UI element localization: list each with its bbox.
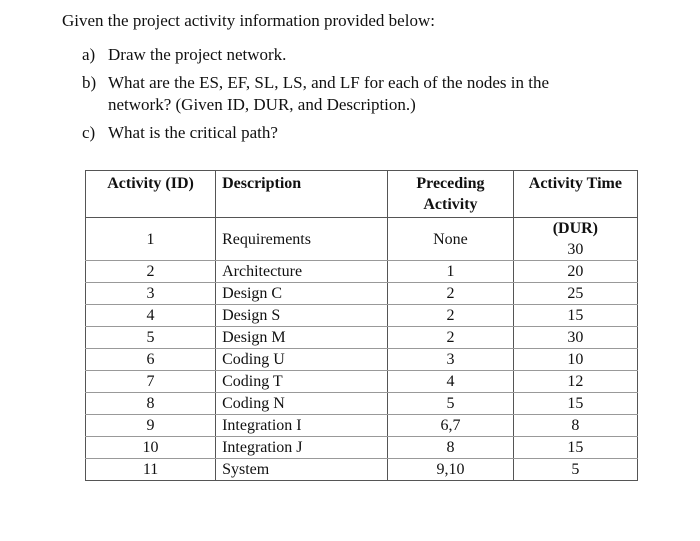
header-description: Description [216,171,388,218]
table-row [86,218,638,261]
cell-description: Coding N [216,393,388,415]
header-activity-time [513,171,637,218]
table-row [86,371,638,393]
cell-activity-id: 1 [86,218,216,261]
table-row [86,393,638,415]
cell-activity-id: 7 [86,371,216,393]
cell-activity-id: 10 [86,437,216,459]
table-row [86,459,638,481]
cell-activity-time: 5 [513,459,637,481]
cell-activity-id: 3 [86,283,216,305]
table-row [86,305,638,327]
table-row [86,327,638,349]
cell-activity-id: 8 [86,393,216,415]
question-a [82,44,286,66]
question-a-label: a) [82,45,96,64]
cell-preceding: 5 [388,393,514,415]
cell-preceding: 2 [388,327,514,349]
cell-activity-time: 20 [513,261,637,283]
cell-activity-time [513,218,637,261]
cell-activity-id: 4 [86,305,216,327]
header-preceding-activity [388,171,514,218]
header-time-line1: Activity Time [528,175,622,192]
cell-preceding: 2 [388,305,514,327]
cell-activity-id: 9 [86,415,216,437]
cell-activity-time: 15 [513,393,637,415]
cell-preceding: 6,7 [388,415,514,437]
cell-activity-id: 5 [86,327,216,349]
cell-activity-time: 15 [513,437,637,459]
question-b-continuation: network? (Given ID, DUR, and Description.) [108,95,416,114]
cell-description: System [216,459,388,481]
question-b-label: b) [82,73,97,92]
cell-activity-time: 15 [513,305,637,327]
cell-activity-time: 10 [513,349,637,371]
cell-description: Design M [216,327,388,349]
cell-description: Integration J [216,437,388,459]
cell-activity-id: 11 [86,459,216,481]
question-c-label: c) [82,123,96,142]
table-row [86,437,638,459]
cell-activity-time: 8 [513,415,637,437]
table-row [86,415,638,437]
table-row [86,349,638,371]
header-activity-id: Activity (ID) [86,171,216,218]
question-c-text: What is the critical path? [108,123,278,142]
question-c [82,122,278,144]
cell-preceding: 4 [388,371,514,393]
cell-description: Architecture [216,261,388,283]
cell-preceding: 2 [388,283,514,305]
cell-preceding: 9,10 [388,459,514,481]
cell-preceding: None [388,218,514,261]
cell-description: Requirements [216,218,388,261]
header-time-line2: (DUR) [552,220,599,237]
question-a-text: Draw the project network. [108,45,287,64]
cell-preceding: 8 [388,437,514,459]
table-row [86,283,638,305]
table-body [86,218,638,481]
cell-activity-id: 6 [86,349,216,371]
cell-description: Design C [216,283,388,305]
table-row [86,261,638,283]
cell-description: Coding U [216,349,388,371]
activity-table [85,170,638,481]
header-preceding-line2: Activity [423,196,478,213]
cell-activity-time: 12 [513,371,637,393]
cell-description: Integration I [216,415,388,437]
cell-activity-time: 25 [513,283,637,305]
cell-activity-id: 2 [86,261,216,283]
cell-preceding: 3 [388,349,514,371]
cell-description: Coding T [216,371,388,393]
header-preceding-line1: Preceding [416,175,485,192]
cell-activity-time: 30 [513,327,637,349]
cell-description: Design S [216,305,388,327]
intro-text: Given the project activity information provided below: [62,11,435,30]
table-header-row [86,171,638,218]
question-b-text: What are the ES, EF, SL, LS, and LF for each of the nodes in the [108,73,550,92]
cell-preceding: 1 [388,261,514,283]
cell-activity-time-value: 30 [567,241,584,258]
question-b [82,72,550,114]
